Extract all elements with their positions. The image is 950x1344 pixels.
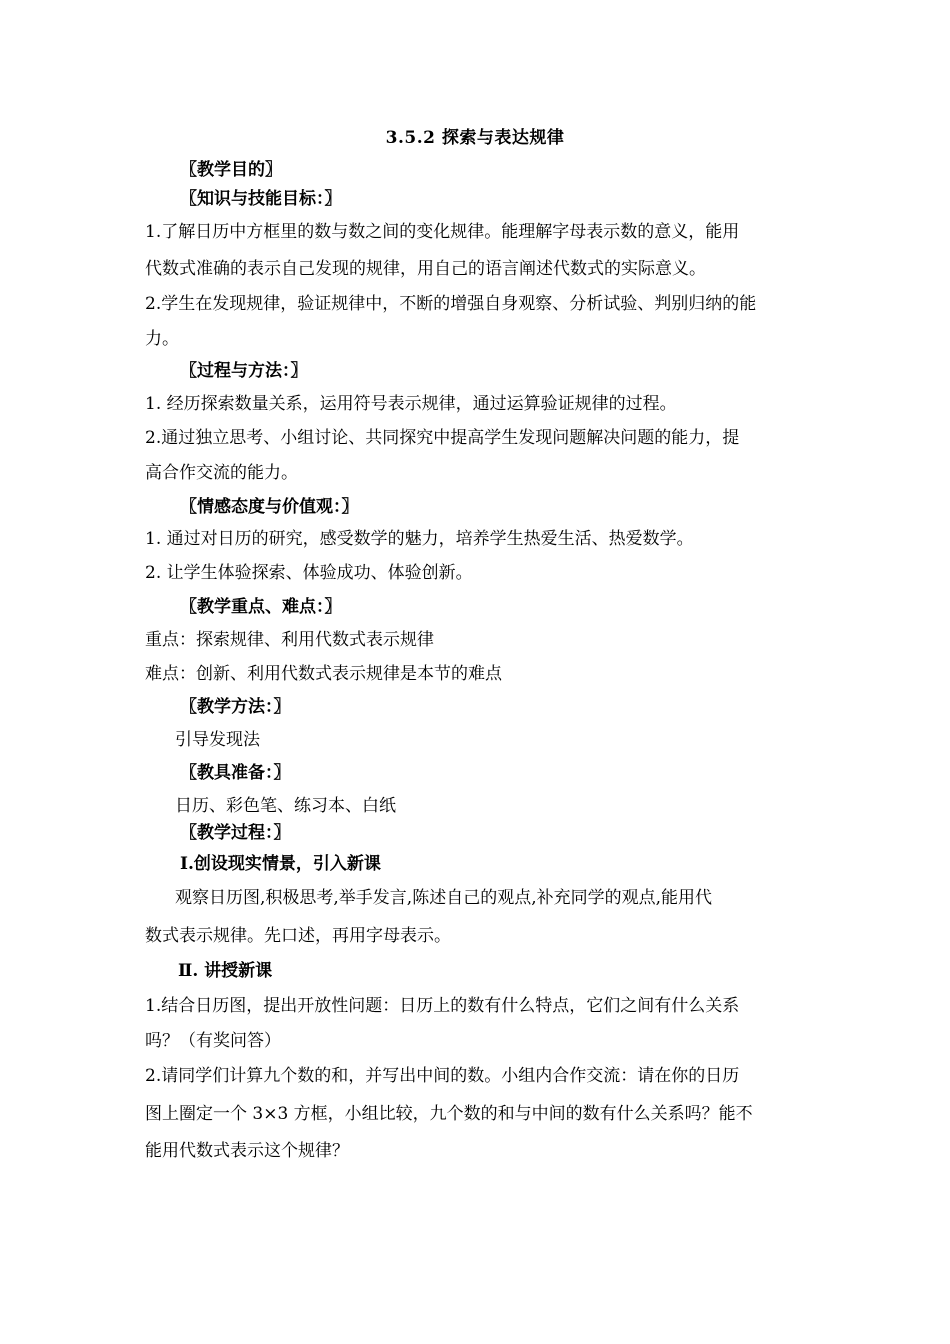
step-2-item-2-line-2: 图上圈定一个 3×3 方框，小组比较，九个数的和与中间的数有什么关系吗？能不	[145, 1104, 753, 1124]
aims-heading: 〖教学目的〗	[180, 160, 282, 180]
step-1-heading: Ⅰ.创设现实情景，引入新课	[180, 854, 381, 874]
process-item-2-line-2: 高合作交流的能力。	[145, 463, 298, 483]
emotion-heading: 〖情感态度与价值观：〗	[180, 497, 359, 517]
emotion-item-2: 2. 让学生体验探索、体验成功、体验创新。	[145, 563, 473, 583]
step-1-line-2: 数式表示规律。先口述，再用字母表示。	[145, 926, 451, 946]
step-2-item-1-line-2: 吗？（有奖问答）	[145, 1031, 281, 1051]
tools-heading: 〖教具准备：〗	[180, 763, 291, 783]
key-point: 重点：探索规律、利用代数式表示规律	[145, 630, 434, 650]
difficult-point: 难点：创新、利用代数式表示规律是本节的难点	[145, 664, 502, 684]
knowledge-item-1-line-2: 代数式准确的表示自己发现的规律，用自己的语言阐述代数式的实际意义。	[145, 259, 706, 279]
knowledge-item-2-line-1: 2.学生在发现规律，验证规律中，不断的增强自身观察、分析试验、判别归纳的能	[145, 294, 757, 314]
step-2-item-1-line-1: 1.结合日历图，提出开放性问题：日历上的数有什么特点，它们之间有什么关系	[145, 996, 740, 1016]
step-2-item-2-line-1: 2.请同学们计算九个数的和，并写出中间的数。小组内合作交流：请在你的日历	[145, 1066, 740, 1086]
page-title: 3.5.2 探索与表达规律	[385, 128, 565, 148]
tools-text: 日历、彩色笔、练习本、白纸	[175, 796, 396, 816]
step-2-heading: Ⅱ. 讲授新课	[178, 961, 273, 981]
step-2-item-2-line-3: 能用代数式表示这个规律？	[145, 1141, 349, 1161]
method-heading: 〖教学方法：〗	[180, 697, 291, 717]
process-heading: 〖过程与方法：〗	[180, 361, 308, 381]
knowledge-heading: 〖知识与技能目标：〗	[180, 189, 342, 209]
knowledge-item-2-line-2: 力。	[145, 329, 179, 349]
step-1-line-1: 观察日历图,积极思考,举手发言,陈述自己的观点,补充同学的观点,能用代	[175, 888, 713, 908]
emotion-item-1: 1. 通过对日历的研究，感受数学的魅力，培养学生热爱生活、热爱数学。	[145, 529, 694, 549]
knowledge-item-1-line-1: 1.了解日历中方框里的数与数之间的变化规律。能理解字母表示数的意义，能用	[145, 222, 740, 242]
key-points-heading: 〖教学重点、难点：〗	[180, 597, 342, 617]
process-item-2-line-1: 2.通过独立思考、小组讨论、共同探究中提高学生发现问题解决问题的能力，提	[145, 428, 740, 448]
method-text: 引导发现法	[175, 730, 260, 750]
procedure-heading: 〖教学过程：〗	[180, 823, 291, 843]
process-item-1: 1. 经历探索数量关系，运用符号表示规律，通过运算验证规律的过程。	[145, 394, 677, 414]
